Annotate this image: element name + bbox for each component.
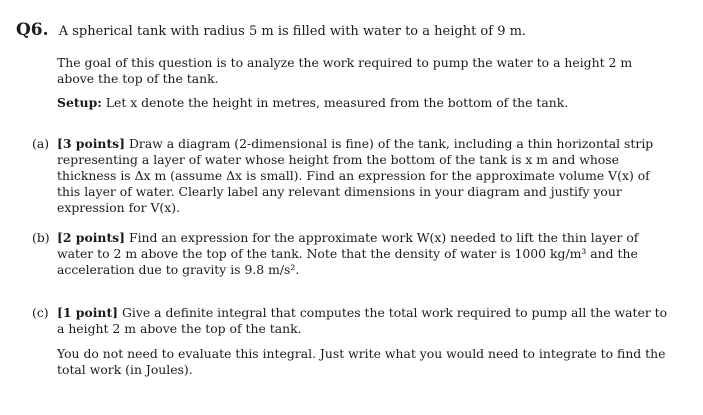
part-c-text: Give a definite integral that computes the total work required to pump all the water to a height 2 m above the top of the tank.	[57, 305, 668, 336]
part-b	[32, 230, 672, 278]
question-number: Q6.	[16, 20, 49, 40]
setup-label: Setup:	[57, 95, 102, 110]
part-c	[32, 305, 672, 337]
part-a-points: [3 points]	[57, 136, 126, 151]
part-a-text: Draw a diagram (2-dimensional is fine) of the tank, including a thin horizontal strip representing a layer of water whose height from the bottom of the tank is x m and whose thickness is Δx m (assume Δx is small). Find an expression for the approximate volume V(x) of this layer of water. Clearly label any relevant dimensions in your diagram and justify your expression for V(x).	[57, 136, 654, 215]
question-intro: A spherical tank with radius 5 m is filled with water to a height of 9 m.	[58, 24, 527, 39]
question-goal: The goal of this question is to analyze the work required to pump the water to a height 2 m above the top of the tank.	[57, 55, 633, 86]
setup-text: Let x denote the height in metres, measured from the bottom of the tank.	[105, 95, 569, 110]
part-a	[32, 136, 672, 216]
part-c-points: [1 point]	[57, 305, 119, 320]
part-b-text: Find an expression for the approximate work W(x) needed to lift the thin layer of water to 2 m above the top of the tank. Note that the density of water is 1000 kg/m³ and the acceleration due to gravity is 9.8 m/s².	[57, 230, 639, 277]
part-b-points: [2 points]	[57, 230, 126, 245]
question-header	[16, 22, 676, 40]
part-c-label: (c)	[32, 305, 49, 320]
part-b-label: (b)	[32, 230, 50, 245]
part-c-note: You do not need to evaluate this integral. Just write what you would need to integrate to find the total work (in Joules).	[57, 346, 666, 377]
question-setup	[57, 95, 671, 111]
part-a-label: (a)	[32, 136, 50, 151]
